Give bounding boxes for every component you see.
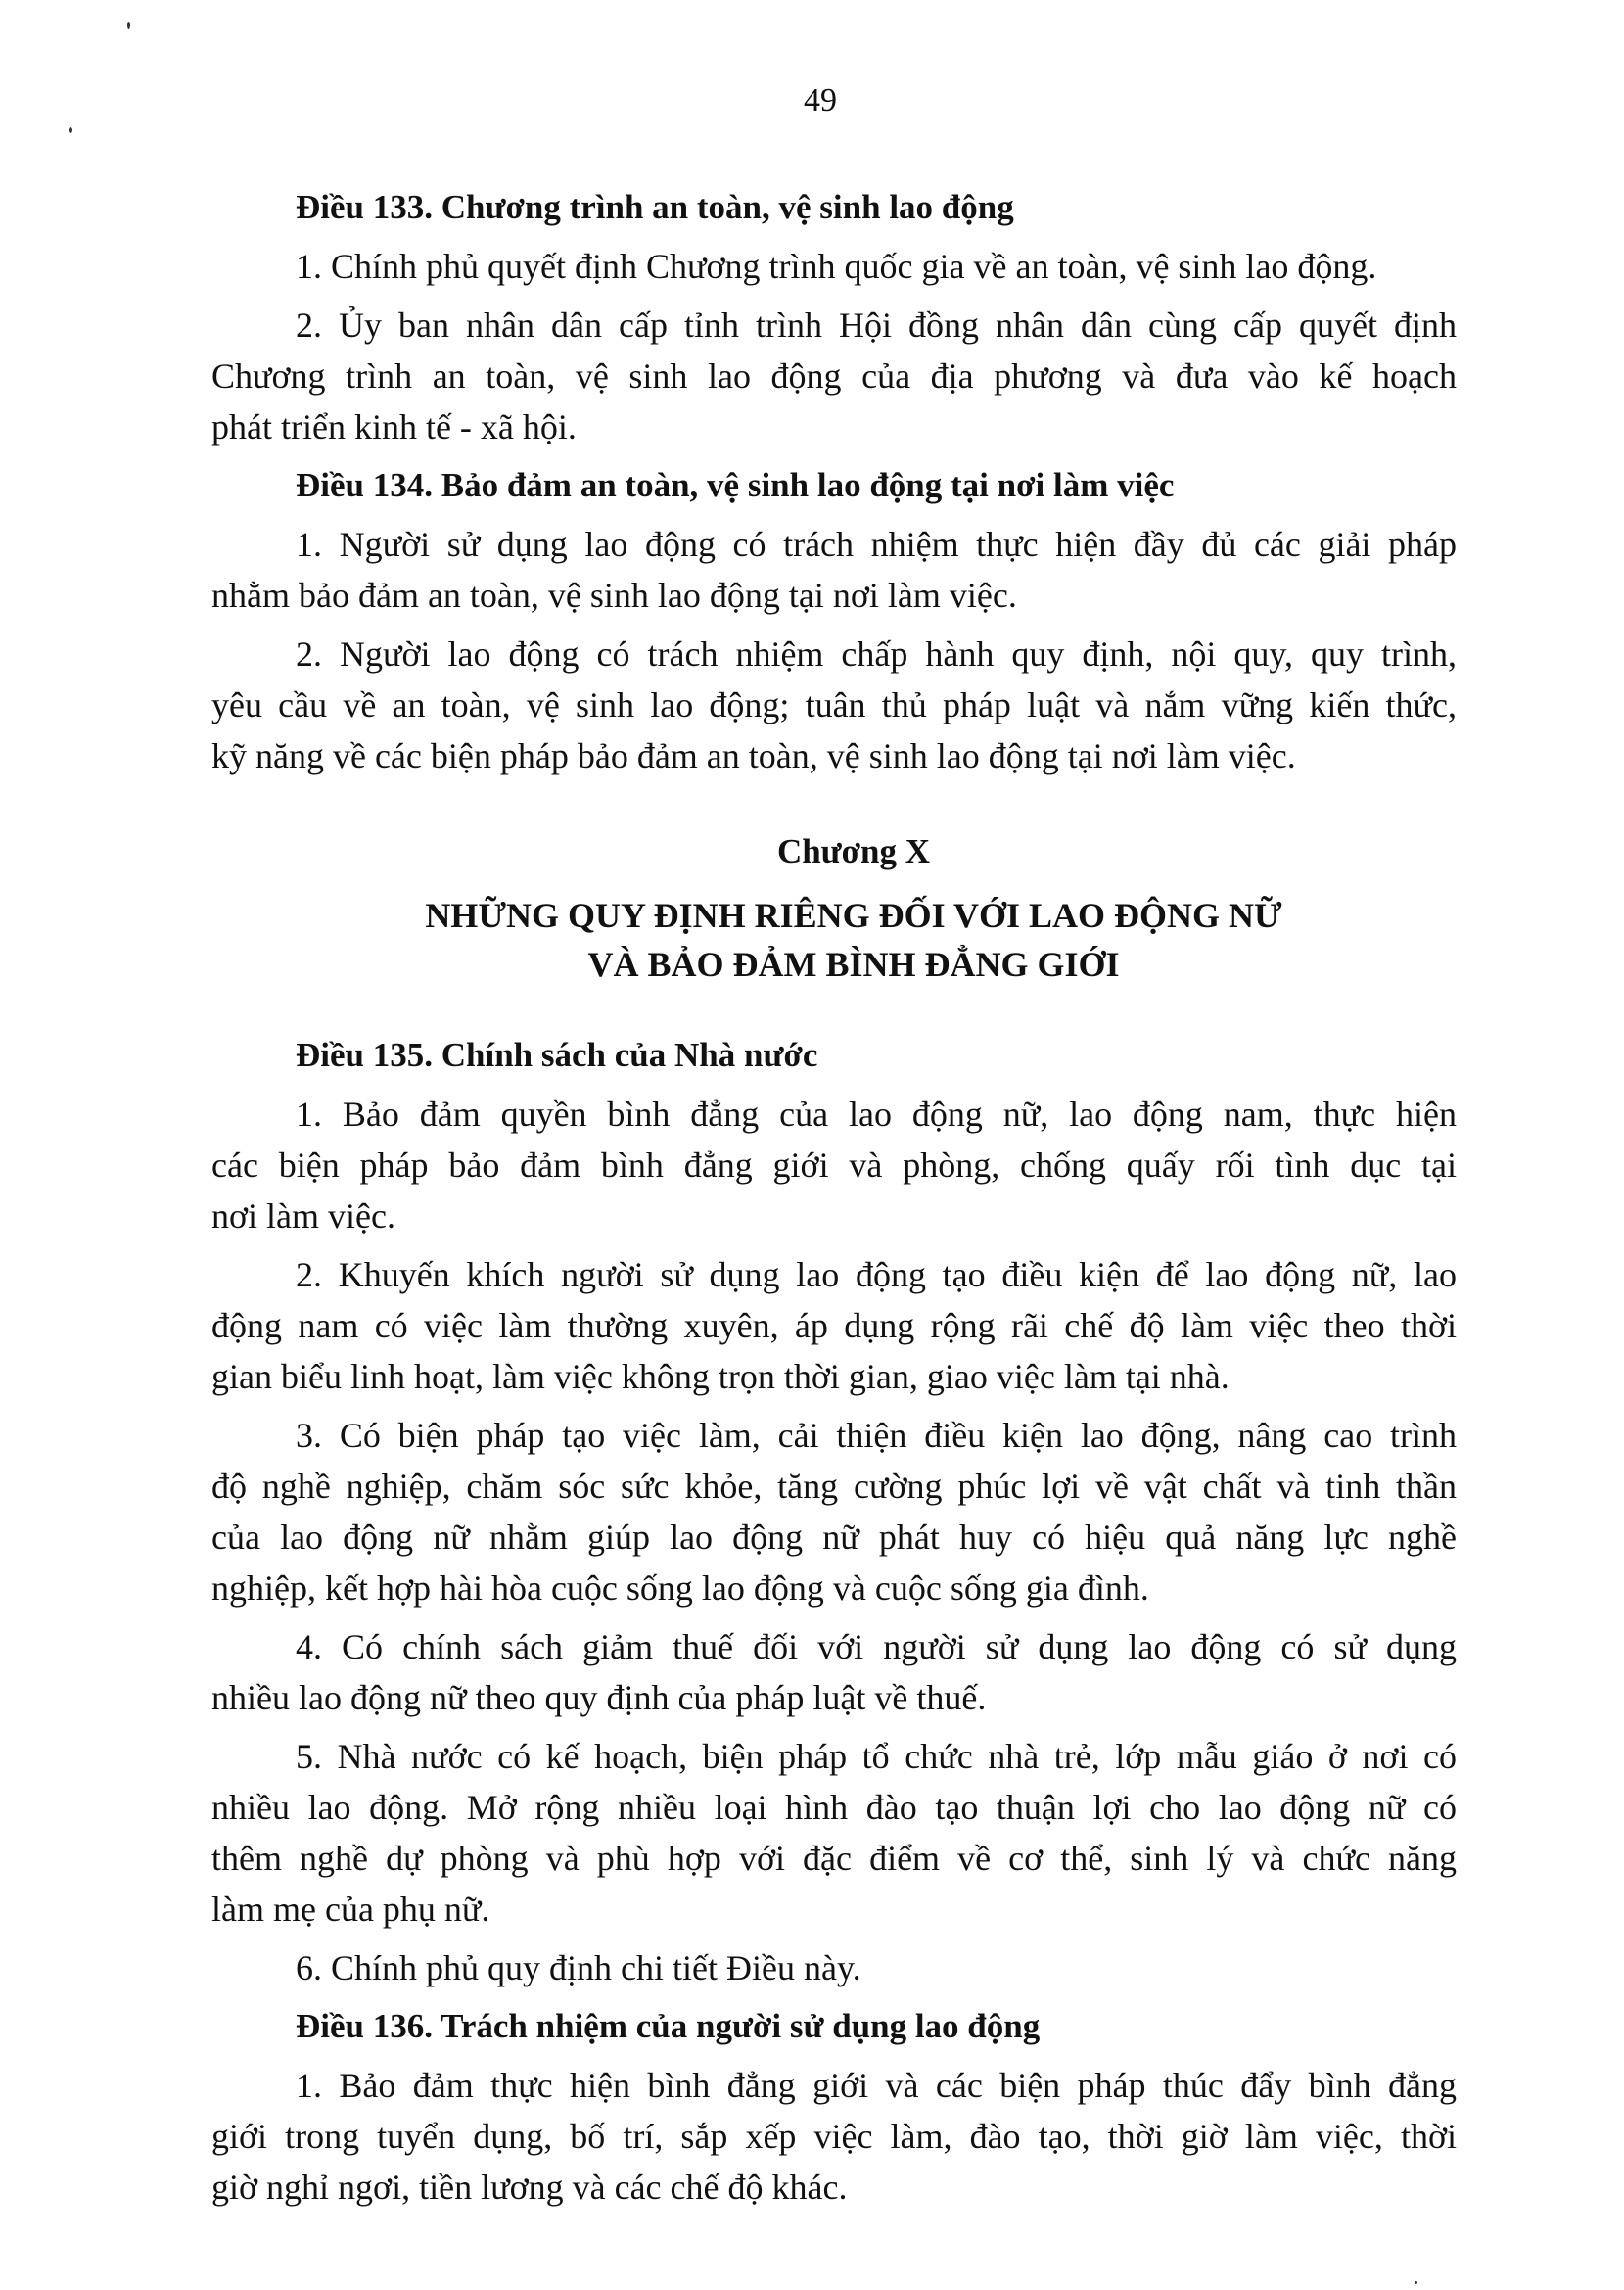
text-line: giờ nghỉ ngơi, tiền lương và các chế độ khác. (211, 2168, 848, 2207)
text-line: 1. Bảo đảm quyền bình đẳng của lao động nữ, lao động nam, thực hiện (296, 1095, 1457, 1134)
document-body (211, 182, 1457, 2213)
text-line: 4. Có chính sách giảm thuế đối với người sử dụng lao động có sử dụng (296, 1627, 1457, 1666)
text-line: giới trong tuyển dụng, bố trí, sắp xếp việc làm, đào tạo, thời giờ làm việc, thời (211, 2117, 1457, 2156)
article-title: Điều 134. Bảo đảm an toàn, vệ sinh lao động tại nơi làm việc (296, 466, 1175, 504)
text-line: thêm nghề dự phòng và phù hợp với đặc điểm về cơ thể, sinh lý và chức năng (211, 1839, 1457, 1878)
chapter-title-line-1: NHỮNG QUY ĐỊNH RIÊNG ĐỐI VỚI LAO ĐỘNG NỮ (425, 896, 1282, 935)
paragraph (211, 1089, 1457, 1241)
article-136 (211, 2001, 1457, 2213)
text-line: 6. Chính phủ quy định chi tiết Điều này. (296, 1948, 861, 1987)
chapter-heading (211, 826, 1457, 989)
text-line: nơi làm việc. (211, 1196, 395, 1236)
chapter-label: Chương X (776, 832, 931, 870)
article-title: Điều 135. Chính sách của Nhà nước (296, 1036, 818, 1074)
article-135 (211, 1030, 1457, 1993)
paragraph (211, 2060, 1457, 2213)
paragraph (211, 519, 1457, 621)
text-line: nhiều lao động. Mở rộng nhiều loại hình đào tạo thuận lợi cho lao động nữ có (211, 1788, 1457, 1827)
page-number: 49 (804, 82, 837, 118)
text-line: gian biểu linh hoạt, làm việc không trọn thời gian, giao việc làm tại nhà. (211, 1357, 1230, 1396)
paragraph (211, 241, 1457, 292)
text-line: nhiều lao động nữ theo quy định của pháp luật về thuế. (211, 1678, 987, 1717)
text-line: 2. Khuyến khích người sử dụng lao động tạo điều kiện để lao động nữ, lao (296, 1255, 1457, 1294)
paragraph (211, 1621, 1457, 1723)
text-line: 1. Chính phủ quyết định Chương trình quốc gia về an toàn, vệ sinh lao động. (296, 247, 1377, 286)
chapter-title-line-2: VÀ BẢO ĐẢM BÌNH ĐẲNG GIỚI (587, 945, 1120, 984)
article-133 (211, 182, 1457, 452)
text-line: kỹ năng về các biện pháp bảo đảm an toàn, vệ sinh lao động tại nơi làm việc. (211, 736, 1296, 775)
text-line: nghiệp, kết hợp hài hòa cuộc sống lao động và cuộc sống gia đình. (211, 1568, 1149, 1608)
text-line: độ nghề nghiệp, chăm sóc sức khỏe, tăng cường phúc lợi về vật chất và tinh thần (211, 1467, 1457, 1506)
text-line: 1. Người sử dụng lao động có trách nhiệm thực hiện đầy đủ các giải pháp (296, 525, 1457, 564)
text-line: 3. Có biện pháp tạo việc làm, cải thiện điều kiện lao động, nâng cao trình (296, 1416, 1457, 1455)
article-134 (211, 460, 1457, 781)
text-line: của lao động nữ nhằm giúp lao động nữ phát huy có hiệu quả năng lực nghề (211, 1518, 1457, 1557)
text-line: làm mẹ của phụ nữ. (211, 1890, 490, 1929)
text-line: 2. Ủy ban nhân dân cấp tỉnh trình Hội đồng nhân dân cùng cấp quyết định (296, 305, 1457, 345)
text-line: các biện pháp bảo đảm bình đẳng giới và phòng, chống quấy rối tình dục tại (211, 1145, 1457, 1185)
text-line: 5. Nhà nước có kế hoạch, biện pháp tổ chức nhà trẻ, lớp mẫu giáo ở nơi có (296, 1737, 1457, 1776)
text-line: nhằm bảo đảm an toàn, vệ sinh lao động tại nơi làm việc. (211, 576, 1017, 615)
paragraph (211, 1942, 1457, 1993)
paragraph (211, 300, 1457, 452)
article-title: Điều 136. Trách nhiệm của người sử dụng lao động (296, 2007, 1041, 2045)
text-line: phát triển kinh tế - xã hội. (211, 407, 577, 446)
text-line: 1. Bảo đảm thực hiện bình đẳng giới và các biện pháp thúc đẩy bình đẳng (296, 2066, 1457, 2105)
text-line: Chương trình an toàn, vệ sinh lao động của địa phương và đưa vào kế hoạch (211, 356, 1457, 396)
paragraph (211, 1731, 1457, 1935)
text-line: 2. Người lao động có trách nhiệm chấp hành quy định, nội quy, quy trình, (296, 634, 1457, 674)
paragraph (211, 1410, 1457, 1613)
article-title: Điều 133. Chương trình an toàn, vệ sinh lao động (296, 188, 1014, 226)
paragraph (211, 1249, 1457, 1402)
paragraph (211, 629, 1457, 781)
text-line: yêu cầu về an toàn, vệ sinh lao động; tuân thủ pháp luật và nắm vững kiến thức, (211, 685, 1457, 724)
text-line: động nam có việc làm thường xuyên, áp dụng rộng rãi chế độ làm việc theo thời (211, 1306, 1457, 1345)
